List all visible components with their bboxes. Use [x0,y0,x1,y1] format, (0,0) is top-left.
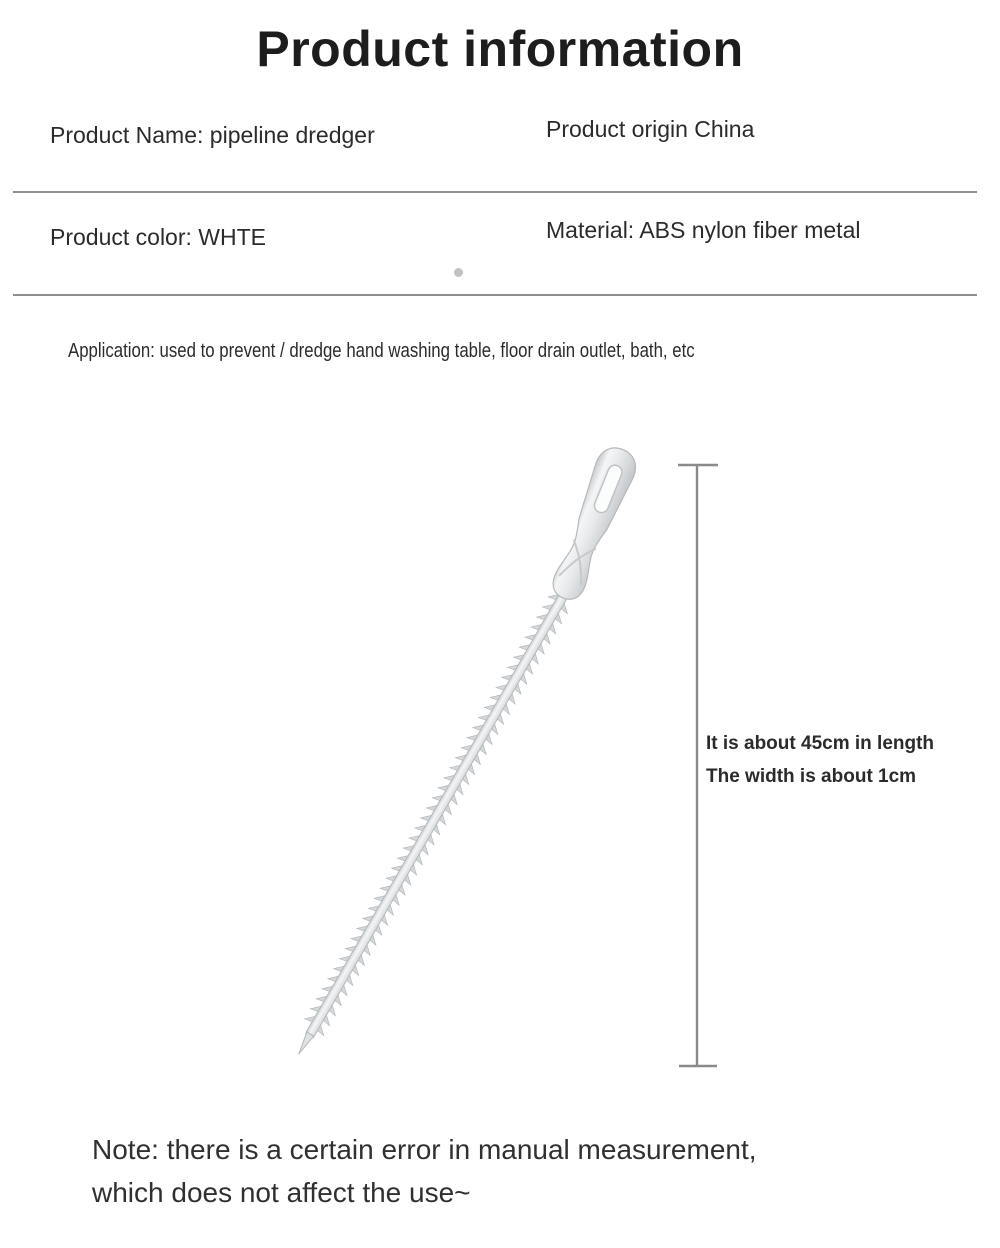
application-text: Application: used to prevent / dredge hand washing table, floor drain outlet, bath, etc [68,340,695,362]
spec-product-name: Product Name: pipeline dredger [50,122,375,148]
note-line-2: which does not affect the use~ [92,1177,471,1208]
dimension-label-width: The width is about 1cm [706,766,917,787]
dredger-handle [545,442,642,605]
dredger-tool-illustration [287,417,642,1091]
shaft-tip [295,1032,313,1056]
dredger-shaft [288,586,576,1060]
spec-product-color: Product color: WHTE [50,224,266,250]
dimension-label-length: It is about 45cm in length [706,733,935,754]
spec-material: Material: ABS nylon fiber metal [546,217,861,243]
spec-product-origin: Product origin China [546,116,755,142]
note-line-1: Note: there is a certain error in manual measurement, [92,1134,757,1165]
page-title: Product information [256,21,744,77]
